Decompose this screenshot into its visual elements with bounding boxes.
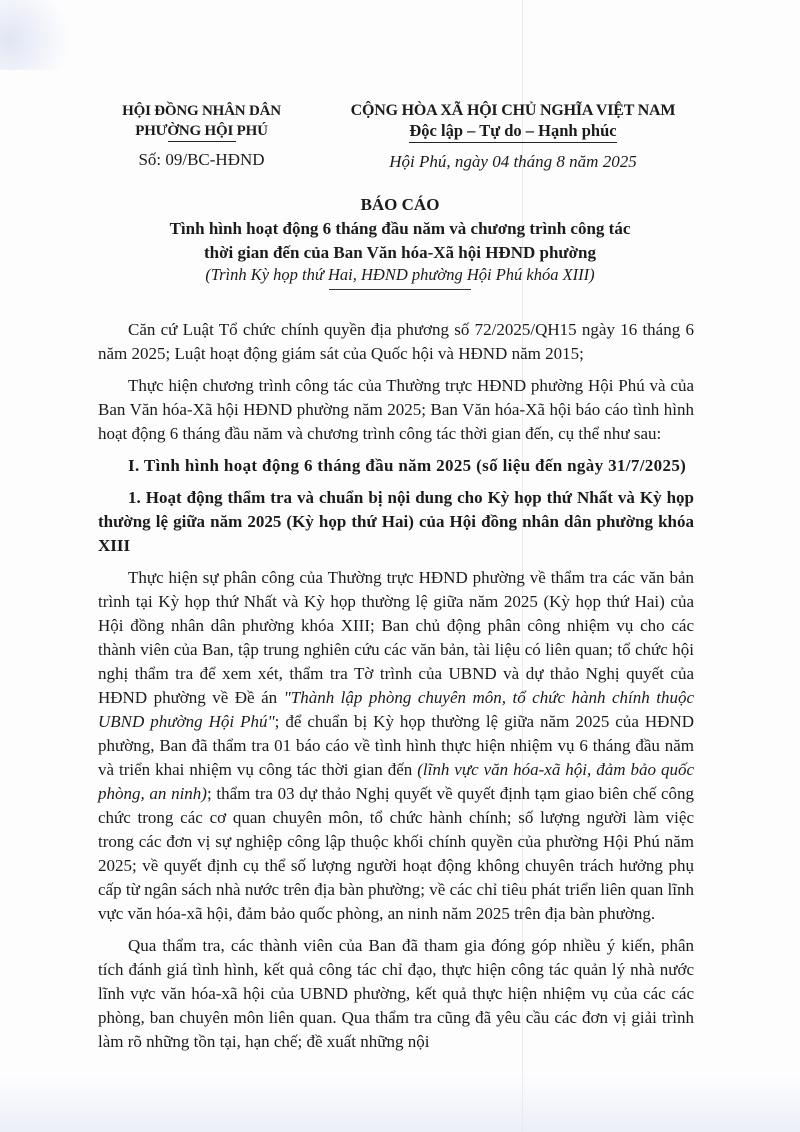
title-divider <box>329 289 471 290</box>
national-heading-block <box>318 101 708 173</box>
national-title: CỘNG HÒA XÃ HỘI CHỦ NGHĨA VIỆT NAM <box>350 102 676 119</box>
paragraph-text: Thực hiện sự phân công của Thường trực HĐND phường về thẩm tra các văn bản trình tại Kỳ họp thứ Nhất và Kỳ họp thường lệ giữa năm 2025 (Kỳ họp thứ Hai) của Hội đồng nhân dân phường khóa XIII; Ban chủ động phân công nhiệm vụ cho các thành viên của Ban, tập trung nghiên cứu các văn bản, tài liệu có liên quan; tổ chức hội nghị thẩm tra để xem xét, thẩm tra Tờ trình của UBND và dự thảo Nghị quyết của HĐND phường về Đề án <box>98 568 694 707</box>
document-number: Số: 09/BC-HĐND <box>138 150 265 169</box>
document-title-block <box>90 193 710 290</box>
paragraph-text: ; thẩm tra 03 dự thảo Nghị quyết về quyết định tạm giao biên chế công chức trong các cơ quan chuyên môn, tổ chức hành chính; số lượng người làm việc trong các đơn vị sự nghiệp công lập thuộc khối chính quyền của phường Hội Phú năm 2025; về quyết định cụ thể số lượng người hoạt động không chuyên trách hưởng phụ cấp từ ngân sách nhà nước trên địa bàn phường; về các chỉ tiêu phát triển liên quan lĩnh vực văn hóa-xã hội, đảm bảo quốc phòng, an ninh năm 2025 trên địa bàn phường. <box>98 784 694 923</box>
document-note: (Trình Kỳ họp thứ Hai, HĐND phường Hội Phú khóa XIII) <box>205 265 595 284</box>
scan-smudge <box>0 0 70 70</box>
section-heading-1: I. Tình hình hoạt động 6 tháng đầu năm 2025 (số liệu đến ngày 31/7/2025) <box>128 456 687 475</box>
paragraph-legal-basis: Căn cứ Luật Tổ chức chính quyền địa phương số 72/2025/QH15 ngày 16 tháng 6 năm 2025; Luật hoạt động giám sát của Quốc hội và HĐND năm 2015; <box>98 320 694 363</box>
field-scope-note: (lĩnh vực văn hóa-xã hội, đảm bảo quốc phòng, an ninh) <box>98 760 694 803</box>
document-subtitle-line2: thời gian đến của Ban Văn hóa-Xã hội HĐND phường <box>204 242 596 262</box>
national-motto: Độc lập – Tự do – Hạnh phúc <box>409 121 616 143</box>
paragraph-review-results: Qua thẩm tra, các thành viên của Ban đã tham gia đóng góp nhiều ý kiến, phân tích đánh giá tình hình, kết quả công tác chỉ đạo, thực hiện công tác quản lý nhà nước lĩnh vực văn hóa-xã hội của UBND phường, kết quả thực hiện nhiệm vụ của các các phòng, ban chuyên môn liên quan. Qua thẩm tra cũng đã yêu cầu các đơn vị giải trình làm rõ những tồn tại, hạn chế; đề xuất những nội <box>98 936 694 1051</box>
document-subtitle-line1: Tình hình hoạt động 6 tháng đầu năm và chương trình công tác <box>169 219 631 238</box>
paragraph-review-activities <box>98 566 694 926</box>
issuing-authority-line1: HỘI ĐỒNG NHÂN DÂN <box>122 103 281 119</box>
issuing-authority-block <box>98 101 305 171</box>
issuing-authority-line2: PHƯỜNG HỘI PHÚ <box>135 123 268 139</box>
place-and-date: Hội Phú, ngày 04 tháng 8 năm 2025 <box>389 152 637 171</box>
project-title-quote: "Thành lập phòng chuyên môn, tổ chức hành chính thuộc UBND phường Hội Phú" <box>98 688 694 731</box>
paragraph-implementation: Thực hiện chương trình công tác của Thường trực HĐND phường Hội Phú và của Ban Văn hóa-Xã hội HĐND phường năm 2025; Ban Văn hóa-Xã hội báo cáo tình hình hoạt động 6 tháng đầu năm và chương trình công tác thời gian đến, cụ thể như sau: <box>98 376 694 443</box>
paragraph-text: ; để chuẩn bị Kỳ họp thường lệ giữa năm 2025 của HĐND phường, Ban đã thẩm tra 01 báo cáo về tình hình thực hiện nhiệm vụ 6 tháng đầu năm và triển khai nhiệm vụ công tác thời gian đến <box>98 712 694 779</box>
subsection-heading-1: 1. Hoạt động thẩm tra và chuẩn bị nội dung cho Kỳ họp thứ Nhất và Kỳ họp thường lệ giữa năm 2025 (Kỳ họp thứ Hai) của Hội đồng nhân dân phường khóa XIII <box>98 488 694 555</box>
document-body <box>98 318 694 1062</box>
scan-smudge <box>0 1075 800 1132</box>
document-type: BÁO CÁO <box>360 195 440 214</box>
authority-underline <box>168 141 236 142</box>
